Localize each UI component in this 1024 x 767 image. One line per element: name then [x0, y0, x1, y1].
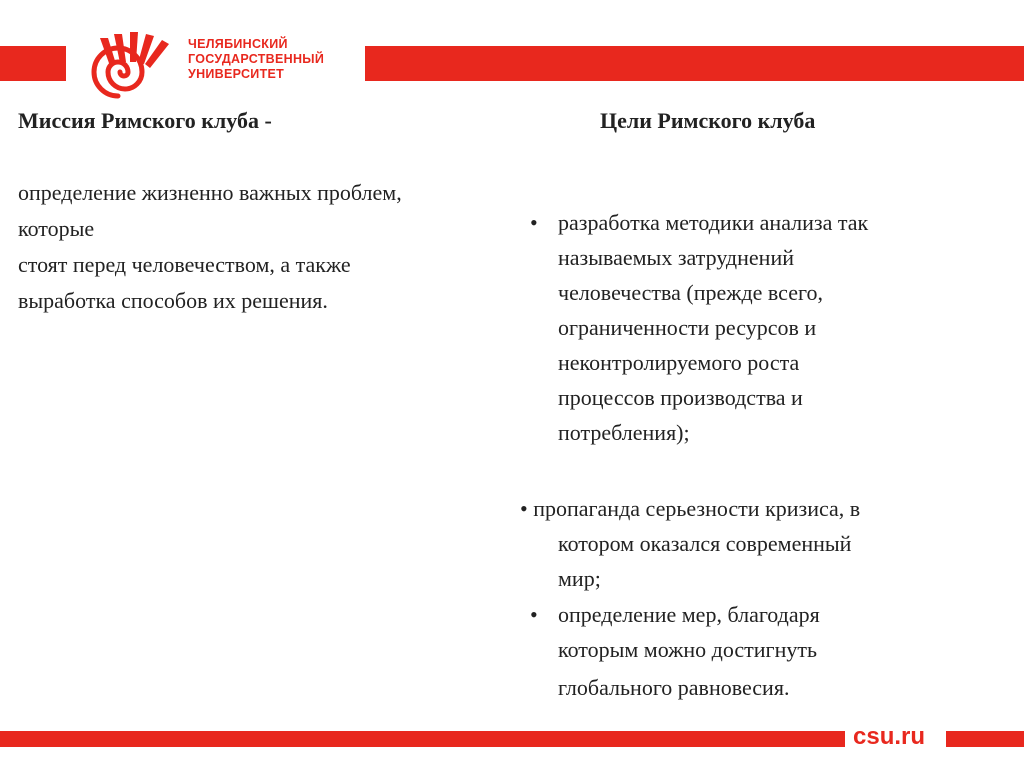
bullet-icon: •	[530, 602, 538, 627]
footer-red-bar-right	[946, 731, 1024, 747]
goal-line: неконтролируемого роста	[558, 350, 800, 375]
goal-line: называемых затруднений	[558, 245, 794, 270]
mission-text	[18, 175, 538, 319]
goal-item	[520, 491, 1000, 596]
goal-line: потребления);	[558, 420, 690, 445]
goal-item-text	[558, 597, 998, 705]
csu-spiral-logo-icon	[78, 30, 178, 100]
header-red-bar-right	[365, 46, 1024, 81]
mission-line: которые	[18, 216, 95, 241]
site-link[interactable]: csu.ru	[853, 723, 926, 750]
goal-line: мир;	[558, 566, 601, 591]
mission-line: выработка способов их решения.	[18, 288, 328, 313]
goal-item-text	[558, 205, 998, 450]
header-red-bar-left	[0, 46, 66, 81]
university-name-line: УНИВЕРСИТЕТ	[188, 67, 285, 81]
goal-line: человечества (прежде всего,	[558, 280, 823, 305]
bullet-icon: •	[520, 496, 528, 521]
university-name-line: ГОСУДАРСТВЕННЫЙ	[188, 52, 325, 66]
university-name-line: ЧЕЛЯБИНСКИЙ	[188, 37, 288, 51]
goal-line: ограниченности ресурсов и	[558, 315, 817, 340]
goal-line: котором оказался современный	[558, 531, 852, 556]
goal-line: определение мер, благодаря	[558, 602, 820, 627]
mission-line: стоят перед человечеством, а также	[18, 252, 351, 277]
mission-line: определение жизненно важных проблем,	[18, 180, 402, 205]
footer-red-bar-left	[0, 731, 845, 747]
goal-line-first	[520, 491, 1000, 526]
bullet-icon: •	[530, 210, 538, 235]
goal-line: процессов производства и	[558, 385, 803, 410]
goal-line: пропаганда серьезности кризиса, в	[533, 496, 861, 521]
goal-line: которым можно достигнуть	[558, 637, 817, 662]
mission-heading: Миссия Римского клуба -	[18, 108, 272, 133]
goal-line: глобального равновесия.	[558, 675, 790, 700]
goals-heading: Цели Римского клуба	[600, 108, 816, 133]
goal-line: разработка методики анализа так	[558, 210, 869, 235]
university-name	[188, 37, 358, 82]
